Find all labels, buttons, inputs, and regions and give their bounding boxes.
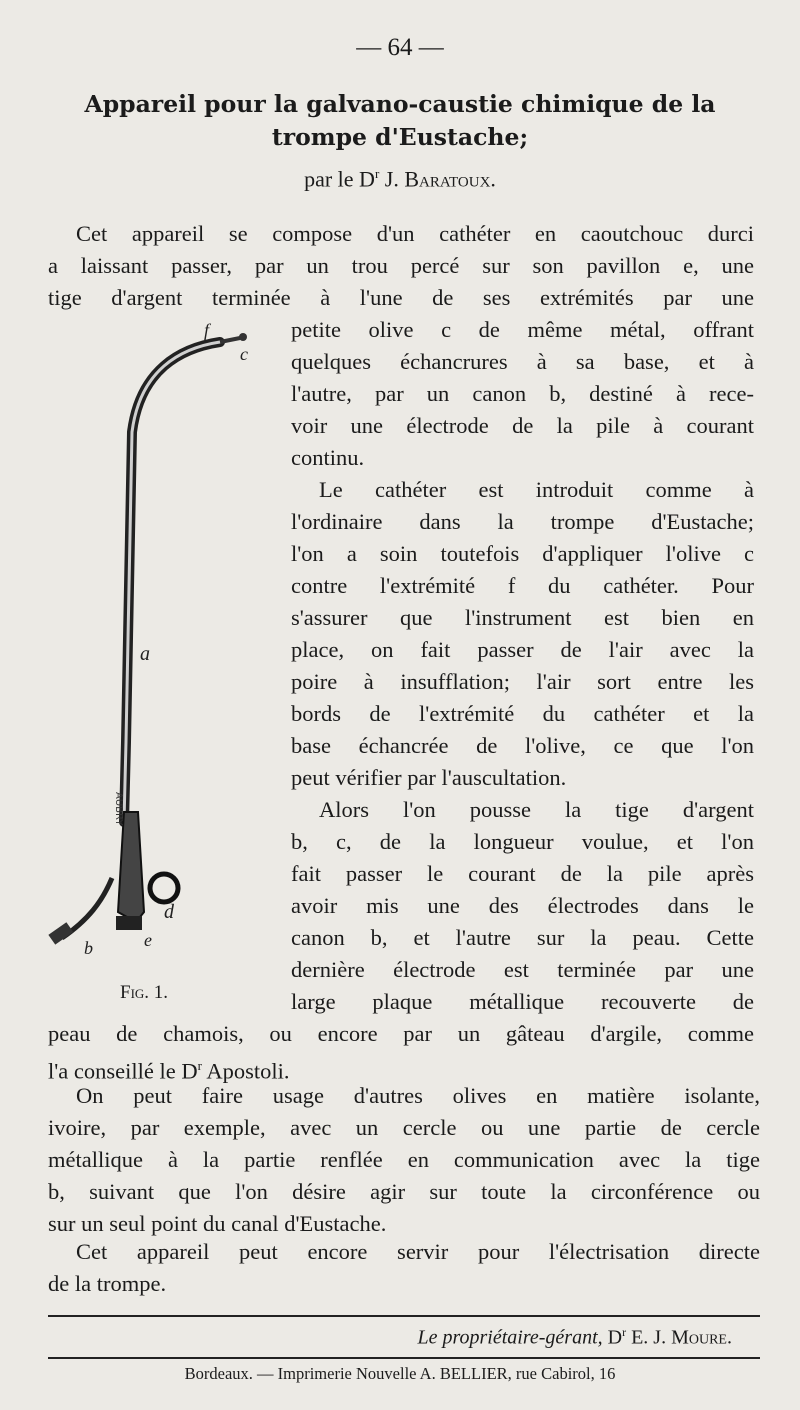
text-line: peut vérifier par l'auscultation. <box>291 765 567 790</box>
signature <box>417 1325 732 1350</box>
text-line: Cet appareil se compose d'un cathéter en caoutchouc durci <box>76 221 754 246</box>
text-line: continu. <box>291 445 365 470</box>
paragraph-1 <box>48 218 754 314</box>
text-fragment: l'a conseillé le D <box>48 1058 198 1084</box>
text-line: s'assurer que l'instrument est bien en <box>291 605 754 630</box>
text-line: quelques échancrures à sa base, et à <box>291 349 754 374</box>
page-number: — 64 — <box>356 34 444 61</box>
text-line: petite olive c de même métal, offrant <box>291 317 754 342</box>
text-line: bords de l'extrémité du cathéter et la <box>291 701 754 726</box>
text-line: Alors l'on pousse la tige d'argent <box>319 797 754 822</box>
text-line: b, suivant que l'on désire agir sur toute la circonférence ou <box>48 1179 760 1204</box>
label-c: c <box>240 344 248 364</box>
maker-mark: AUBRY <box>113 792 124 826</box>
pavilion-band <box>116 916 142 930</box>
text-line: peau de chamois, ou encore par un gâteau d'argile, comme <box>48 1021 754 1046</box>
divider <box>48 1315 760 1317</box>
olive-tip <box>239 333 247 341</box>
text-line: contre l'extrémité f du cathéter. Pour <box>291 573 754 598</box>
text-line: sur un seul point du canal d'Eustache. <box>48 1211 387 1236</box>
paragraph-2 <box>291 474 754 794</box>
label-f: f <box>204 322 210 340</box>
author-sup: r <box>374 166 380 181</box>
text-line: b, c, de la longueur voulue, et l'on <box>291 829 754 854</box>
text-line: l'ordinaire dans la trompe d'Eustache; <box>291 509 754 534</box>
ring <box>150 874 178 902</box>
title-line-1: Appareil pour la galvano-caustie chimique de la <box>84 90 716 118</box>
figure-caption: Fig. 1. <box>120 982 169 1003</box>
article-title <box>30 88 770 154</box>
text-line: place, on fait passer de l'air avec la <box>291 637 754 662</box>
text-line: l'autre, par un canon b, destiné à rece- <box>291 381 754 406</box>
text-fragment: Apostoli. <box>201 1058 290 1084</box>
title-line-2: trompe d'Eustache; <box>271 123 529 151</box>
text-line: large plaque métallique recouverte de <box>291 989 754 1014</box>
signature-name: E. J. Moure. <box>626 1326 732 1349</box>
author-prefix: par le D <box>304 166 375 192</box>
label-a: a <box>140 643 150 665</box>
paragraph-3-continued <box>48 1018 754 1088</box>
text-line: voir une électrode de la pile à courant <box>291 413 754 438</box>
text-line: base échancrée de l'olive, ce que l'on <box>291 733 754 758</box>
paragraph-1-continued <box>291 314 754 474</box>
cannon-tip <box>48 922 73 944</box>
text-line: On peut faire usage d'autres olives en matière isolante, <box>76 1083 760 1108</box>
text-line: métallique à la partie renflée en communication avec la tige <box>48 1147 760 1172</box>
divider <box>48 1357 760 1359</box>
text-line: tige d'argent terminée à l'une de ses extrémités par une <box>48 285 754 310</box>
author-line <box>0 166 800 192</box>
paragraph-5 <box>48 1236 760 1300</box>
text-line: a laissant passer, par un trou percé sur son pavillon e, une <box>48 253 754 278</box>
printer-footer: Bordeaux. — Imprimerie Nouvelle A. BELLIER, rue Cabirol, 16 <box>184 1364 616 1383</box>
text-line: fait passer le courant de la pile après <box>291 861 754 886</box>
text-line: Cet appareil peut encore servir pour l'électrisation directe <box>76 1239 760 1264</box>
label-b: b <box>84 938 93 958</box>
author-name: J. Baratoux. <box>384 166 496 192</box>
paragraph-4 <box>48 1080 760 1240</box>
label-e: e <box>144 930 152 950</box>
text-line: ivoire, par exemple, avec un cercle ou une partie de cercle <box>48 1115 760 1140</box>
text-line: l'on a soin toutefois d'appliquer l'olive c <box>291 541 754 566</box>
superscript: r <box>197 1058 202 1073</box>
text-line: Le cathéter est introduit comme à <box>319 477 754 502</box>
paragraph-3 <box>291 794 754 1018</box>
text-line: dernière électrode est terminée par une <box>291 957 754 982</box>
text-line: avoir mis une des électrodes dans le <box>291 893 754 918</box>
text-line: poire à insufflation; l'air sort entre les <box>291 669 754 694</box>
signature-sup: r <box>622 1325 627 1339</box>
text-line: canon b, et l'autre sur la peau. Cette <box>291 925 754 950</box>
catheter-tube <box>124 342 220 822</box>
signature-prefix: Le propriétaire-gérant, <box>417 1326 608 1349</box>
label-d: d <box>164 901 174 923</box>
catheter-pavilion <box>118 812 144 922</box>
catheter-figure <box>40 322 280 1002</box>
text-line: de la trompe. <box>48 1271 167 1296</box>
signature-title: D <box>607 1326 623 1349</box>
